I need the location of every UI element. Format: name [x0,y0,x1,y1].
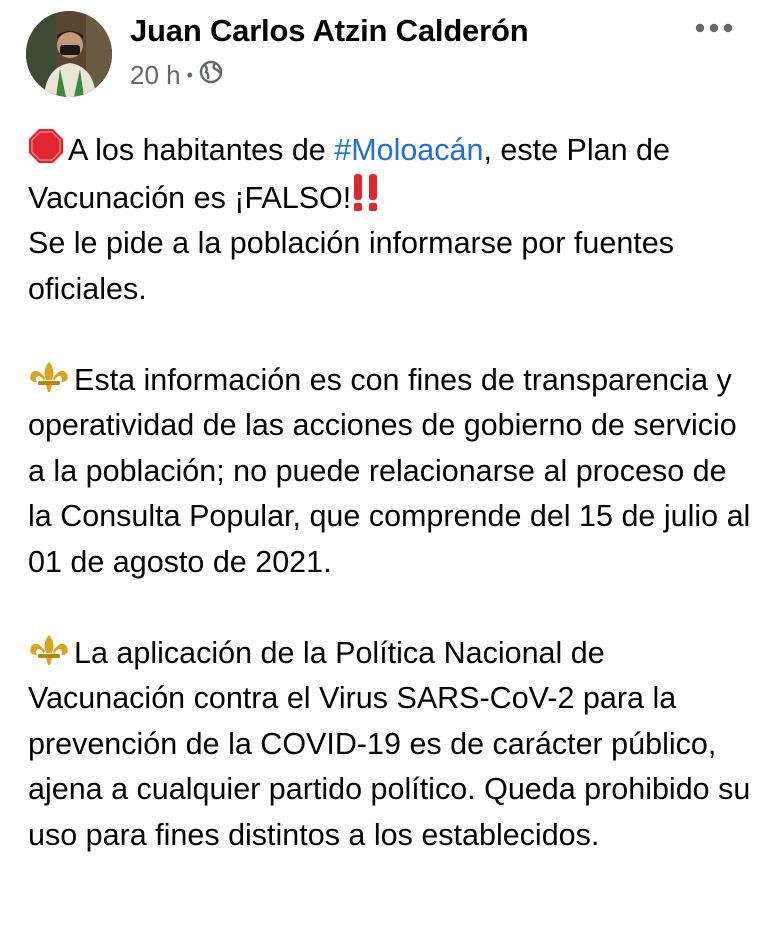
post-meta [130,60,223,91]
more-options-icon[interactable] [690,14,738,42]
post-time[interactable]: 20 h [130,60,181,90]
fleur-de-lis-icon [28,360,70,394]
post-paragraph-1 [28,128,753,221]
avatar[interactable] [26,11,112,97]
avatar-image [26,11,112,97]
stop-sign-icon [28,128,64,164]
paragraph-spacer [28,585,753,631]
post-text: , este Plan de Vacunación es ¡FALSO! [28,133,670,215]
author-name[interactable]: Juan Carlos Atzin Calderón [130,13,529,48]
post-text: Esta información es con fines de transparencia y operatividad de las acciones de gobierno de servicio a la población; no puede relacionarse al proceso de la Consulta Popular, que comprende del 15 de julio al 01 de agosto de 2021. [28,362,751,579]
double-exclamation-icon [351,174,381,212]
post-content [28,128,753,858]
post-header [0,0,768,110]
post-paragraph-4 [28,631,753,859]
post-text: La aplicación de la Política Nacional de Vacunación contra el Virus SARS-CoV-2 para la prevención de la COVID-19 es de carácter público, ajena a cualquier partido político. Queda prohibido su uso para fines distintos a los establecidos. [28,635,751,852]
paragraph-spacer [28,312,753,358]
fleur-de-lis-icon [28,633,70,667]
post-paragraph-3 [28,358,753,586]
hashtag-link[interactable]: #Moloacán [334,133,484,167]
meta-separator: • [186,65,193,85]
globe-icon[interactable] [199,60,223,91]
post-text: A los habitantes de [68,133,335,167]
post-paragraph-2: Se le pide a la población informarse por fuentes oficiales. [28,226,674,306]
